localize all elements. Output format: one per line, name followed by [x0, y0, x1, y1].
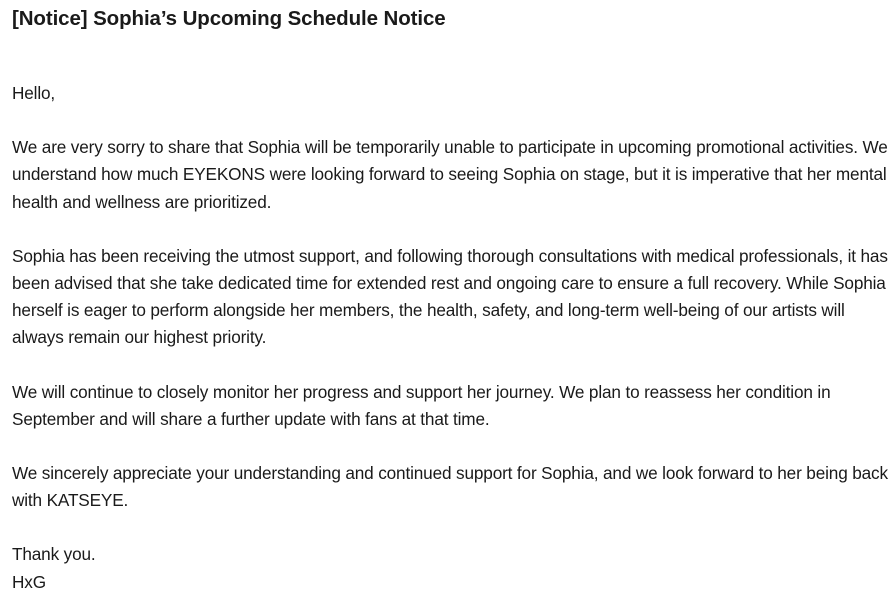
- paragraph-3: We will continue to closely monitor her progress and support her journey. We plan to reassess her condition in September and will share a further update with fans at that time.: [12, 381, 831, 429]
- notice-title: [Notice] Sophia’s Upcoming Schedule Notice: [12, 7, 446, 30]
- notice: [12, 0, 888, 596]
- greeting: Hello,: [12, 83, 56, 103]
- closing: Thank you.: [12, 544, 96, 565]
- paragraph-1: We are very sorry to share that Sophia will be temporarily unable to participate in upcoming promotional activities. We understand how much EYEKONS were looking forward to seeing Sophia on stage, but it is imperative that her mental health and wellness are prioritized.: [12, 137, 888, 212]
- notice-body: [12, 80, 888, 596]
- paragraph-4: We sincerely appreciate your understanding and continued support for Sophia, and we look forward to her being back with KATSEYE.: [12, 463, 888, 511]
- paragraph-2: Sophia has been receiving the utmost support, and following thorough consultations with medical professionals, it has been advised that she take dedicated time for extended rest and ongoing care to ensure a full recovery. While Sophia herself is eager to perform alongside her members, the health, safety, and long-term well-being of our artists will always remain our highest priority.: [12, 245, 888, 348]
- signature: HxG: [12, 571, 46, 592]
